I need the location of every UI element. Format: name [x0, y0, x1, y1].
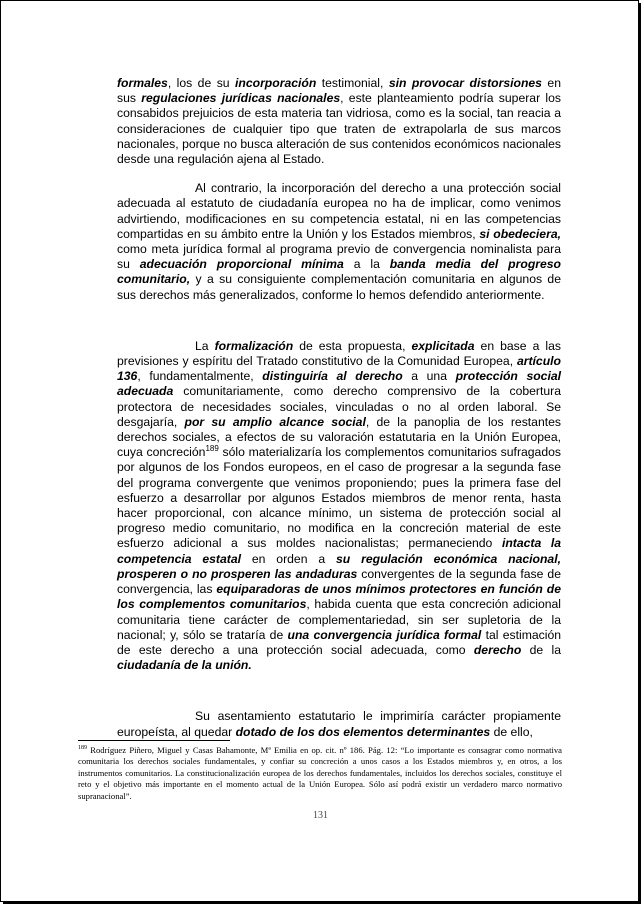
text-run: sólo materializaría los complementos comunitarios sufragados por algunos de los Fondos europeos, en el caso de progresar a la segunda fase del programa convergente que venimos proponiendo; pues la primera fase del esfuerzo a desarrollar por algunos Estados miembros de menor renta, hasta hacer proporcional, con alcance mínimo, un sistema de protección social al progreso medio comunitario, no modifica en la concreción material de este esfuerzo adicional a sus moldes nacionalistas; permaneciendo	[117, 445, 561, 551]
emphasis-text: artículo 136	[117, 354, 561, 384]
footnote-marker: 189	[78, 745, 87, 752]
text-run: convergentes de la segunda fase de convergencia, las	[117, 566, 561, 597]
emphasis-text: intacta la competencia estatal	[117, 536, 561, 566]
body-text	[117, 76, 561, 740]
paragraph	[117, 709, 561, 739]
text-run: de esta propuesta,	[293, 338, 412, 353]
page-number: 131	[313, 810, 328, 821]
paragraph	[117, 181, 561, 303]
text-run: a la	[343, 257, 390, 272]
text-run: a una	[402, 369, 456, 384]
text-run: en sus	[117, 76, 561, 106]
paragraph	[117, 339, 561, 673]
text-run: de la	[521, 642, 561, 657]
emphasis-text: dotado de los dos elementos determinantes	[235, 724, 491, 739]
text-run: testimonial,	[316, 76, 389, 90]
emphasis-text: regulaciones jurídicas nacionales	[141, 91, 341, 106]
emphasis-text: incorporación	[235, 76, 317, 90]
emphasis-text: su regulación económica nacional, prosperen o no prosperen las andaduras	[117, 551, 561, 581]
emphasis-text: si obedeciera,	[479, 226, 561, 241]
text-run: , habida cuenta que esta concreción adicional comunitaria tiene carácter de complementariedad, sin ser supletoria de la nacional; y, sólo se trataría de	[117, 597, 561, 642]
text-run: , este planteamiento podría superar los consabidos prejuicios de esta materia tan vidriosa, como es la social, tan reacia a consideraciones de cualquier tipo que traten de extrapolarla de sus marcos nacionales, porque no busca alteración de sus contenidos económicos nacionales desde una regulación ajena al Estado.	[117, 91, 561, 167]
emphasis-text: explicitada	[411, 338, 475, 353]
text-run: Al contrario, la incorporación del derecho a una protección social adecuada al estatuto de ciudadanía europea no ha de implicar, como venimos advirtiendo, modificaciones en su competencia estatal, ni en las competencias compartidas en su ámbito entre la Unión y los Estados miembros,	[117, 181, 561, 241]
footnote-separator	[78, 740, 230, 741]
footnote-reference: 189	[205, 444, 219, 454]
emphasis-text: sin provocar distorsiones	[388, 76, 542, 90]
text-run: La	[195, 338, 215, 353]
paragraph	[117, 76, 561, 167]
emphasis-text: banda media del progreso comunitario,	[117, 257, 562, 287]
text-run: , los de su	[167, 76, 236, 90]
emphasis-text: distinguiría al derecho	[262, 369, 403, 384]
emphasis-text: una convergencia jurídica formal	[287, 627, 482, 642]
text-run: como meta jurídica formal al programa previo de convergencia nominalista para su	[117, 242, 561, 272]
footnote	[78, 745, 562, 802]
emphasis-text: protección social adecuada	[117, 369, 561, 399]
emphasis-text: formalización	[214, 338, 294, 353]
text-run: de ello,	[490, 724, 533, 739]
emphasis-text: derecho	[473, 642, 522, 657]
text-run: tal estimación de este derecho a una protección social adecuada, como	[117, 627, 561, 657]
emphasis-text: adecuación proporcional mínima	[139, 257, 344, 272]
text-run: , de la panoplia de los restantes derechos sociales, a efectos de su valoración estatutaria en la Unión Europea, cuya concreción	[117, 414, 561, 460]
emphasis-text: ciudadanía de la unión.	[117, 658, 252, 673]
text-run: en base a las previsiones y espíritu del Tratado constitutivo de la Comunidad Europea,	[117, 338, 561, 369]
footnote-text: Rodríguez Piñero, Miguel y Casas Bahamonte, Mª Emilia en op. cit. nº 186. Pág. 12: “Lo importante es consagrar como normativa comunitaria los derechos sociales fundamentales, y confiar su concreción a unos casos a los Estados miembros y, en otros, a los instrumentos comunitarios. La constitucionalización europea de los derechos fundamentales, incluidos los derechos sociales, constituye el reto y el objetivo más importante en el momento actual de la Unión Europea. Sólo así podrá existir un verdadero marco normativo supranacional”.	[78, 745, 562, 801]
text-run: y a su consiguiente complementación comunitaria en algunos de sus derechos más generalizados, conforme lo hemos defendido anteriormente.	[117, 272, 561, 302]
emphasis-text: por su amplio alcance social	[184, 414, 366, 429]
text-run: en orden a	[241, 551, 337, 566]
text-run: , fundamentalmente,	[137, 369, 263, 384]
emphasis-text: formales	[117, 76, 168, 90]
text-run: Su asentamiento estatutario le imprimiría carácter propiamente europeísta, al quedar	[117, 709, 561, 739]
text-run: comunitariamente, como derecho comprensivo de la cobertura protectora de necesidades sociales, vinculadas o no al orden laboral. Se desgajaría,	[117, 384, 561, 429]
emphasis-text: equiparadoras de unos mínimos protectores en función de los complementos comunitarios	[117, 582, 561, 612]
